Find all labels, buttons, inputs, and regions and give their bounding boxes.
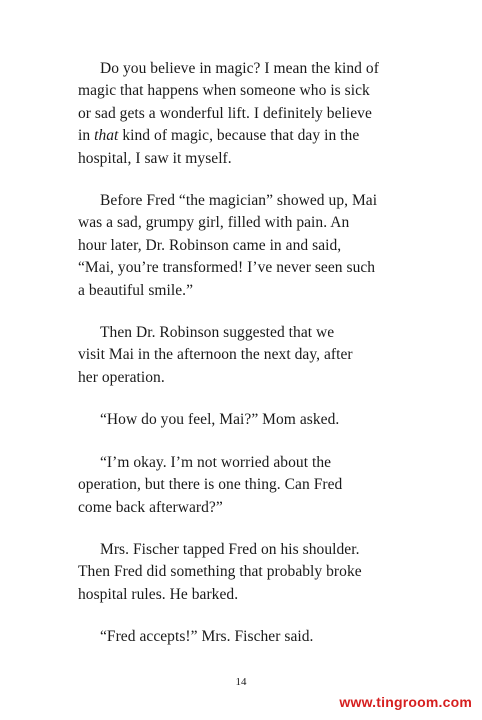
text-line: Mrs. Fischer tapped Fred on his shoulder. (100, 540, 360, 558)
paragraph (78, 322, 418, 389)
text-line: operation, but there is one thing. Can Fred (78, 476, 343, 494)
text-line: Do you believe in magic? I mean the kind of (100, 60, 379, 77)
text-line: in that kind of magic, because that day in the (78, 127, 360, 145)
text-line: her operation. (78, 368, 165, 386)
watermark: www.tingroom.com (339, 694, 472, 710)
paragraph (78, 452, 418, 519)
text-line: Then Dr. Robinson suggested that we (100, 324, 335, 342)
text-line: Then Fred did something that probably broke (78, 563, 362, 581)
text-line: was a sad, grumpy girl, filled with pain. An (78, 214, 350, 232)
text-line: hour later, Dr. Robinson came in and said, (78, 236, 342, 254)
paragraph (78, 190, 418, 302)
text-line: “I’m okay. I’m not worried about the (100, 453, 332, 471)
page-body (78, 58, 418, 669)
page-number: 14 (235, 676, 247, 688)
text-line: “Fred accepts!” Mrs. Fischer said. (100, 628, 314, 646)
text-line: hospital, I saw it myself. (78, 149, 232, 167)
text-line: visit Mai in the afternoon the next day, after (78, 346, 353, 364)
paragraph (78, 539, 418, 606)
text-line: hospital rules. He barked. (78, 585, 239, 603)
paragraph (78, 409, 418, 431)
text-line: “Mai, you’re transformed! I’ve never seen such (78, 259, 376, 277)
text-line: a beautiful smile.” (78, 281, 194, 299)
emphasis: that (94, 127, 119, 145)
text-line: or sad gets a wonderful lift. I definitely believe (78, 104, 372, 122)
paragraph (78, 58, 418, 170)
text-line: come back afterward?” (78, 498, 223, 516)
paragraph (78, 626, 418, 648)
text-line: Before Fred “the magician” showed up, Mai (100, 192, 378, 210)
text-line: magic that happens when someone who is sick (78, 82, 370, 100)
text-line: “How do you feel, Mai?” Mom asked. (100, 411, 340, 429)
